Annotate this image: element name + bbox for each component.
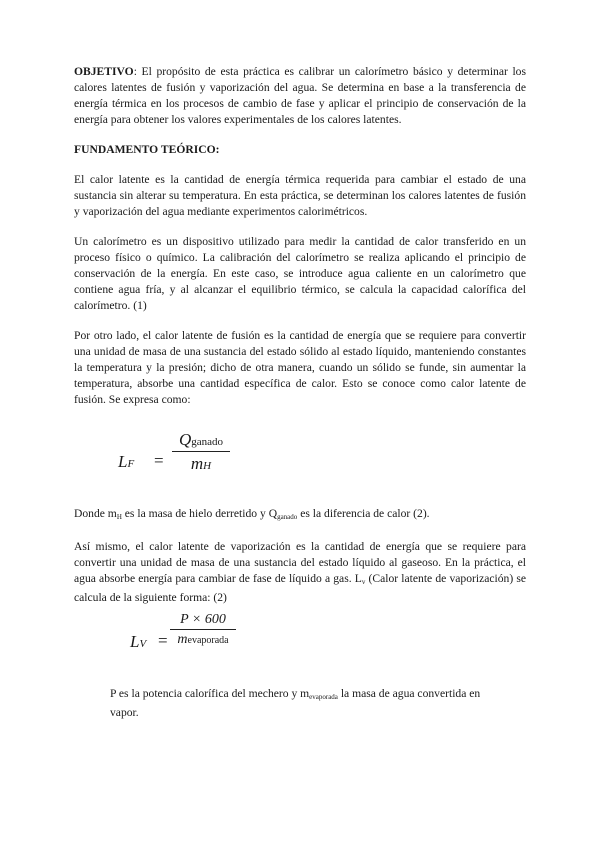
- document-page: [74, 64, 526, 721]
- formula-fusion-equals: =: [154, 451, 164, 470]
- formula-vaporizacion-lhs: LV: [130, 632, 147, 651]
- formula-vaporizacion: [74, 610, 526, 670]
- objetivo-label: OBJETIVO: [74, 65, 134, 78]
- paragraph-fusion: Por otro lado, el calor latente de fusión es la cantidad de energía que se requiere para convertir una unidad de masa de una sustancia del estado sólido al estado líquido, manteniendo constantes la temperatura y la presión; dicho de otra manera, cuando un sólido se funde, sin aumentar la temperatura, absorbe una cantidad específica de calor. Esto se conoce como calor latente de fusión. Se expresa como:: [74, 329, 526, 406]
- formula-fusion-numerator: Qganado: [178, 430, 224, 449]
- formula-vaporizacion-equals: =: [158, 631, 168, 650]
- formula-fusion-fraction: [172, 430, 230, 474]
- paragraph-potencia: P es la potencia calorífica del mechero y mevaporada la masa de agua convertida en vapor.: [110, 687, 481, 719]
- paragraph-donde: Donde mH es la masa de hielo derretido y Qganado es la diferencia de calor (2).: [74, 507, 430, 521]
- formula-fusion: [74, 422, 526, 498]
- formula-vaporizacion-numerator: P × 600: [180, 612, 226, 627]
- formula-fusion-lhs: LF: [118, 452, 135, 471]
- objetivo-text: : El propósito de esta práctica es calibrar un calorímetro básico y determinar los calores latentes de fusión y vaporización del agua. Se determina en base a la transferencia de energía térmica en los procesos de cambio de fase y aplicar el principio de conservación de la energía para obtener los valores experimentales de los calores latentes.: [74, 65, 526, 126]
- formula-vaporizacion-denominator: mevaporada: [177, 632, 229, 647]
- formula-fusion-denominator: mH: [190, 454, 212, 473]
- paragraph-calor-latente: El calor latente es la cantidad de energía térmica requerida para cambiar el estado de una sustancia sin alterar su temperatura. En esta práctica, se determinan los calores latentes de fusión y vaporización del agua mediante experimentos calorimétricos.: [74, 173, 526, 218]
- formula-vaporizacion-fraction: [170, 612, 236, 648]
- paragraph-calorimetro: Un calorímetro es un dispositivo utilizado para medir la cantidad de calor transferido en un proceso físico o químico. La calibración del calorímetro se realiza aplicando el principio de conservación de la energía. En este caso, se introduce agua caliente en un calorímetro que contiene agua fría, y al alcanzar el equilibrio térmico, se calcula la capacidad calorífica del calorímetro. (1): [74, 235, 526, 312]
- fraction-bar: [170, 629, 236, 630]
- fundamento-heading: FUNDAMENTO TEÓRICO:: [74, 143, 220, 156]
- fraction-bar: [172, 451, 230, 452]
- objetivo-paragraph: [74, 64, 526, 128]
- paragraph-vaporizacion: Así mismo, el calor latente de vaporización es la cantidad de energía que se requiere para convertir una unidad de masa de una sustancia del estado líquido al gaseoso. En la práctica, el agua absorbe energía para cambiar de fase de líquido a gas. Lv (Calor latente de vaporización) se calcula de la siguiente forma: (2): [74, 540, 526, 604]
